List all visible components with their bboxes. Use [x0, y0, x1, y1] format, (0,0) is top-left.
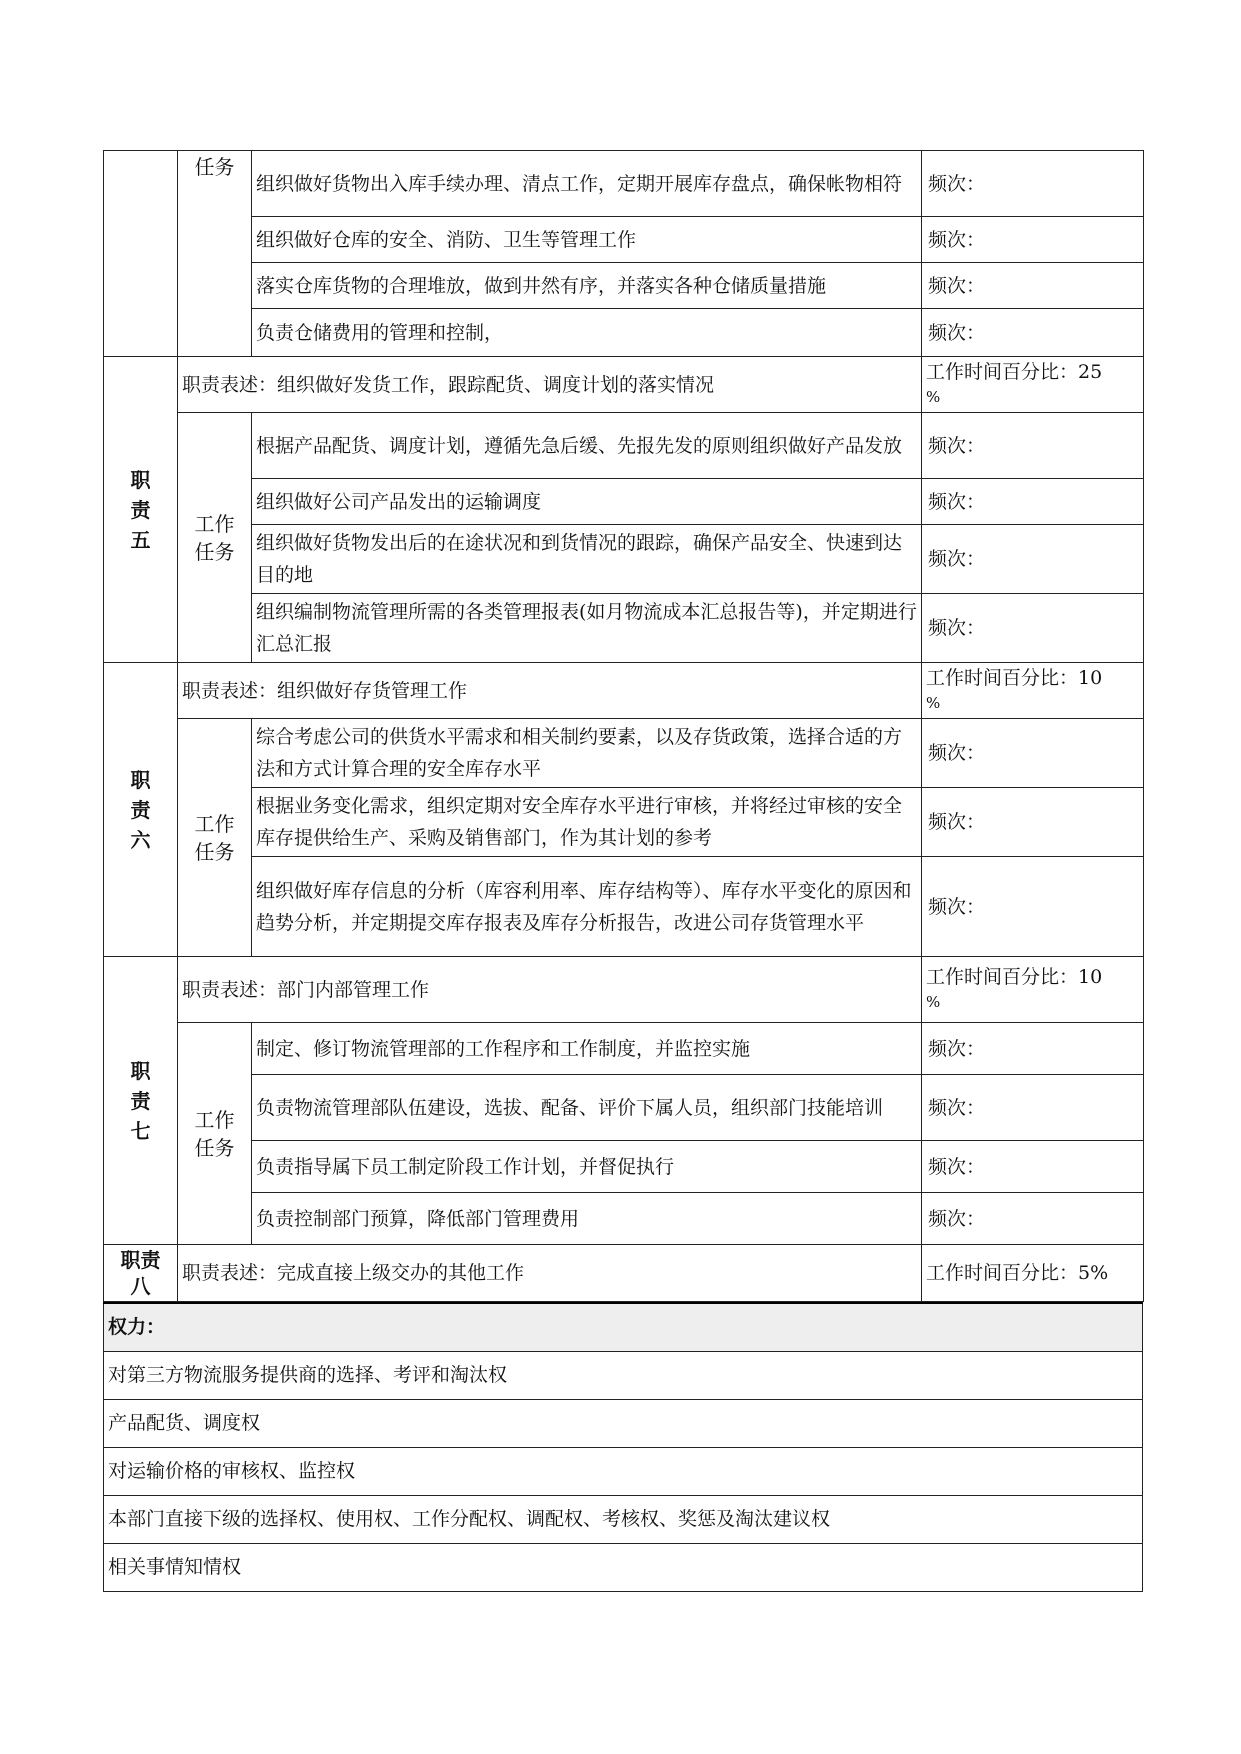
duty5-description: 职责表述：组织做好发货工作，跟踪配货、调度计划的落实情况 [178, 357, 922, 413]
duty7-task-label-line: 工作 [194, 1107, 235, 1132]
duty7-task-2: 负责物流管理部队伍建设，选拔、配备、评价下属人员，组织部门技能培训 [252, 1075, 922, 1141]
duty7-label-line: 责 [130, 1088, 151, 1113]
power-item: 对运输价格的审核权、监控权 [104, 1447, 1143, 1495]
duty6-task-row [104, 788, 1144, 857]
duty4-task-row [104, 217, 1144, 263]
duty8-label-line: 八 [130, 1274, 151, 1298]
duty4-task-row [104, 309, 1144, 357]
duty5-task-row [104, 525, 1144, 594]
duty4-task-4: 负责仓储费用的管理和控制， [252, 309, 922, 357]
duty6-task-label [178, 719, 252, 957]
duty5-task-label-line: 任务 [194, 539, 235, 564]
duty8-label-line: 职责 [120, 1248, 161, 1272]
duty4-task-1-frequency: 频次： [922, 151, 1144, 217]
duty5-task-3-frequency: 频次： [922, 525, 1144, 594]
duty7-pct-main: 工作时间百分比：10 [926, 966, 1103, 988]
duty4-task-2-frequency: 频次： [922, 217, 1144, 263]
duty6-task-label-line: 任务 [194, 839, 235, 864]
duty8-description: 职责表述：完成直接上级交办的其他工作 [178, 1245, 922, 1302]
duty7-task-2-frequency: 频次： [922, 1075, 1144, 1141]
duty6-description: 职责表述：组织做好存货管理工作 [178, 663, 922, 719]
duty6-label-line: 六 [130, 827, 151, 852]
duty-table [103, 150, 1144, 1302]
duty4-task-3-frequency: 频次： [922, 263, 1144, 309]
power-item-row [104, 1447, 1143, 1495]
duty5-task-label-line: 工作 [194, 511, 235, 536]
duty4-task-1: 组织做好货物出入库手续办理、清点工作，定期开展库存盘点，确保帐物相符 [252, 151, 922, 217]
duty6-task-1-frequency: 频次： [922, 719, 1144, 788]
duty5-task-1-frequency: 频次： [922, 413, 1144, 479]
duty6-pct-main: 工作时间百分比：10 [926, 667, 1103, 689]
power-item: 对第三方物流服务提供商的选择、考评和淘汰权 [104, 1351, 1143, 1399]
duty7-task-4-frequency: 频次： [922, 1193, 1144, 1245]
duty5-task-2: 组织做好公司产品发出的运输调度 [252, 479, 922, 525]
powers-header-row [104, 1303, 1143, 1351]
duty6-task-2: 根据业务变化需求，组织定期对安全库存水平进行审核，并将经过审核的安全库存提供给生产、采购及销售部门，作为其计划的参考 [252, 788, 922, 857]
duty5-task-2-frequency: 频次： [922, 479, 1144, 525]
duty6-task-row [104, 719, 1144, 788]
duty5-task-4: 组织编制物流管理所需的各类管理报表(如月物流成本汇总报告等)，并定期进行汇总汇报 [252, 594, 922, 663]
duty5-task-row [104, 594, 1144, 663]
duty7-task-row [104, 1023, 1144, 1075]
duty4-task-2: 组织做好仓库的安全、消防、卫生等管理工作 [252, 217, 922, 263]
duty8-label [104, 1245, 178, 1302]
duty5-task-label [178, 413, 252, 663]
duty8-row [104, 1245, 1144, 1302]
duty7-label-line: 七 [130, 1118, 151, 1143]
duty5-time-percentage [922, 357, 1144, 413]
duty4-task-row [104, 151, 1144, 217]
duty5-task-1: 根据产品配货、调度计划，遵循先急后缓、先报先发的原则组织做好产品发放 [252, 413, 922, 479]
duty7-task-row [104, 1141, 1144, 1193]
power-item: 本部门直接下级的选择权、使用权、工作分配权、调配权、考核权、奖惩及淘汰建议权 [104, 1495, 1143, 1543]
duty7-task-3: 负责指导属下员工制定阶段工作计划，并督促执行 [252, 1141, 922, 1193]
duty7-description: 职责表述：部门内部管理工作 [178, 957, 922, 1023]
duty5-task-4-frequency: 频次： [922, 594, 1144, 663]
duty6-task-1: 综合考虑公司的供货水平需求和相关制约要素，以及存货政策，选择合适的方法和方式计算合理的安全库存水平 [252, 719, 922, 788]
duty6-pct-unit: % [926, 694, 941, 712]
powers-table [103, 1302, 1143, 1592]
duty4-task-row [104, 263, 1144, 309]
duty7-task-label [178, 1023, 252, 1245]
duty7-task-row [104, 1075, 1144, 1141]
duty6-task-3: 组织做好库存信息的分析（库容利用率、库存结构等）、库存水平变化的原因和趋势分析，并定期提交库存报表及库存分析报告，改进公司存货管理水平 [252, 857, 922, 957]
duty5-description-row [104, 357, 1144, 413]
duty7-pct-unit: % [926, 993, 941, 1011]
duty8-time-percentage: 工作时间百分比：5% [922, 1245, 1144, 1302]
powers-header: 权力： [104, 1303, 1143, 1351]
duty4-label-cell [104, 151, 178, 357]
duty5-task-3: 组织做好货物发出后的在途状况和到货情况的跟踪，确保产品安全、快速到达目的地 [252, 525, 922, 594]
duty7-task-label-line: 任务 [194, 1135, 235, 1160]
duty6-time-percentage [922, 663, 1144, 719]
duty6-task-label-line: 工作 [194, 811, 235, 836]
duty4-task-4-frequency: 频次： [922, 309, 1144, 357]
duty5-label-line: 责 [130, 497, 151, 522]
duty6-label-line: 职 [130, 767, 151, 792]
job-description-document [103, 150, 1143, 1592]
duty7-task-4: 负责控制部门预算，降低部门管理费用 [252, 1193, 922, 1245]
power-item-row [104, 1399, 1143, 1447]
duty5-pct-main: 工作时间百分比：25 [926, 361, 1103, 383]
duty6-label [104, 663, 178, 957]
duty7-task-1-frequency: 频次： [922, 1023, 1144, 1075]
power-item: 产品配货、调度权 [104, 1399, 1143, 1447]
power-item-row [104, 1495, 1143, 1543]
duty5-label [104, 357, 178, 663]
duty5-pct-unit: % [926, 388, 941, 406]
duty7-task-3-frequency: 频次： [922, 1141, 1144, 1193]
duty4-task-3: 落实仓库货物的合理堆放，做到井然有序，并落实各种仓储质量措施 [252, 263, 922, 309]
power-item: 相关事情知情权 [104, 1543, 1143, 1591]
duty5-task-row [104, 413, 1144, 479]
duty4-task-label: 任务 [178, 151, 252, 357]
duty6-label-line: 责 [130, 797, 151, 822]
duty6-task-3-frequency: 频次： [922, 857, 1144, 957]
duty7-label [104, 957, 178, 1245]
duty7-task-row [104, 1193, 1144, 1245]
duty7-label-line: 职 [130, 1058, 151, 1083]
duty7-time-percentage [922, 957, 1144, 1023]
duty6-task-row [104, 857, 1144, 957]
duty7-description-row [104, 957, 1144, 1023]
duty5-label-line: 五 [130, 527, 151, 552]
duty5-label-line: 职 [130, 467, 151, 492]
duty5-task-row [104, 479, 1144, 525]
power-item-row [104, 1543, 1143, 1591]
duty6-description-row [104, 663, 1144, 719]
duty7-task-1: 制定、修订物流管理部的工作程序和工作制度，并监控实施 [252, 1023, 922, 1075]
power-item-row [104, 1351, 1143, 1399]
duty6-task-2-frequency: 频次： [922, 788, 1144, 857]
